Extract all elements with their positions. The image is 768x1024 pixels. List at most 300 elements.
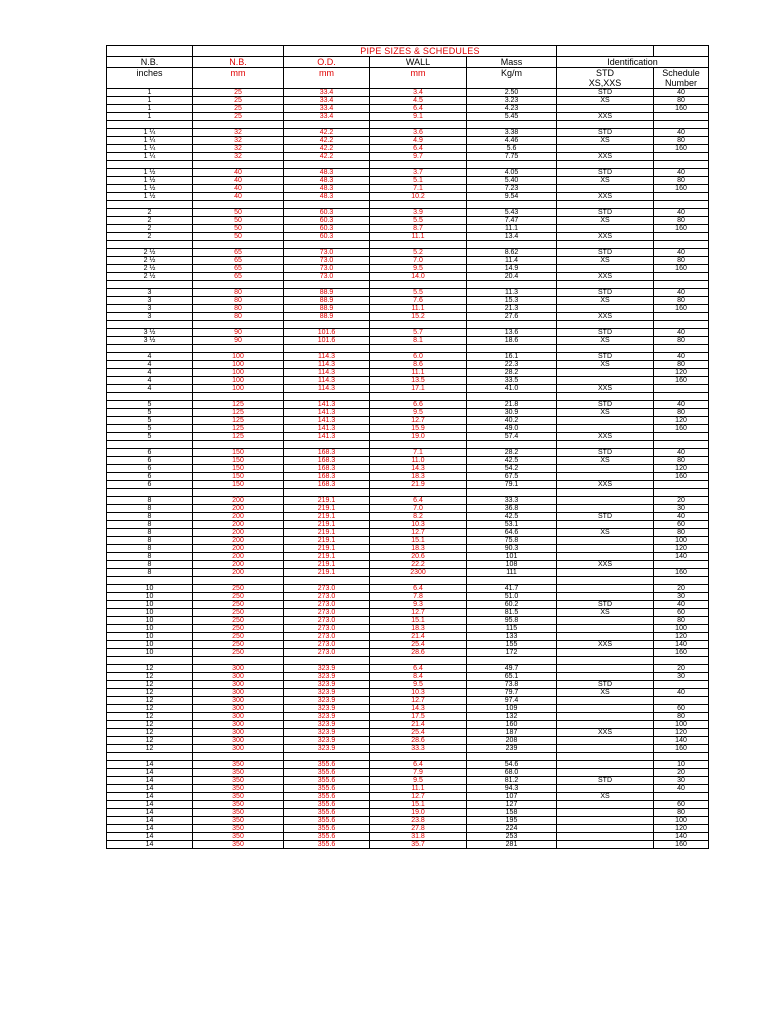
unit-label: mm — [319, 68, 334, 78]
spacer-cell — [193, 657, 284, 665]
cell-mass: 7.75 — [467, 153, 557, 161]
spacer-cell — [467, 281, 557, 289]
cell-od: 323.9 — [284, 681, 370, 689]
table-row — [107, 209, 709, 217]
cell-nb-inches: 6 — [107, 473, 193, 481]
table-row — [107, 825, 709, 833]
cell-mass: 79.7 — [467, 689, 557, 697]
table-row — [107, 689, 709, 697]
cell-identification — [557, 553, 654, 561]
cell-nb-mm: 350 — [193, 817, 284, 825]
cell-schedule: 160 — [654, 305, 709, 313]
cell-od: 114.3 — [284, 385, 370, 393]
table-row — [107, 113, 709, 121]
spacer-cell — [107, 121, 193, 129]
cell-od: 88.9 — [284, 305, 370, 313]
cell-identification — [557, 625, 654, 633]
cell-mass: 18.6 — [467, 337, 557, 345]
spacer-cell — [284, 241, 370, 249]
cell-od: 355.6 — [284, 809, 370, 817]
cell-schedule — [654, 697, 709, 705]
cell-wall: 11.1 — [370, 305, 467, 313]
cell-wall: 15.9 — [370, 425, 467, 433]
cell-identification: XS — [557, 257, 654, 265]
cell-nb-inches: 1 — [107, 97, 193, 105]
cell-mass: 79.1 — [467, 481, 557, 489]
table-row — [107, 737, 709, 745]
cell-nb-mm: 65 — [193, 273, 284, 281]
cell-identification: XS — [557, 97, 654, 105]
cell-mass: 132 — [467, 713, 557, 721]
cell-wall: 9.5 — [370, 681, 467, 689]
spacer-cell — [654, 441, 709, 449]
cell-nb-mm: 300 — [193, 745, 284, 753]
table-row — [107, 329, 709, 337]
spacer-cell — [193, 121, 284, 129]
spacer-row — [107, 281, 709, 289]
cell-mass: 33.5 — [467, 377, 557, 385]
unit-label: STD — [596, 68, 615, 78]
cell-identification: STD — [557, 681, 654, 689]
cell-identification — [557, 841, 654, 849]
spacer-cell — [370, 577, 467, 585]
table-row — [107, 225, 709, 233]
cell-od: 73.0 — [284, 273, 370, 281]
cell-schedule: 40 — [654, 449, 709, 457]
cell-nb-mm: 250 — [193, 617, 284, 625]
spacer-cell — [467, 753, 557, 761]
cell-nb-mm: 90 — [193, 329, 284, 337]
cell-nb-inches: 8 — [107, 561, 193, 569]
cell-od: 219.1 — [284, 537, 370, 545]
spacer-cell — [654, 489, 709, 497]
cell-mass: 187 — [467, 729, 557, 737]
header-nb-mm — [193, 57, 284, 68]
spacer-cell — [557, 441, 654, 449]
spacer-cell — [107, 201, 193, 209]
cell-mass: 11.4 — [467, 257, 557, 265]
table-row — [107, 449, 709, 457]
cell-identification: XS — [557, 529, 654, 537]
cell-mass: 94.3 — [467, 785, 557, 793]
cell-schedule — [654, 561, 709, 569]
cell-wall: 9.3 — [370, 601, 467, 609]
cell-identification — [557, 265, 654, 273]
cell-nb-mm: 200 — [193, 521, 284, 529]
cell-schedule: 80 — [654, 409, 709, 417]
table-row — [107, 177, 709, 185]
cell-schedule: 120 — [654, 545, 709, 553]
spacer-cell — [467, 577, 557, 585]
cell-nb-inches: 14 — [107, 761, 193, 769]
cell-wall: 28.6 — [370, 649, 467, 657]
cell-identification: XS — [557, 217, 654, 225]
cell-mass: 60.2 — [467, 601, 557, 609]
table-row — [107, 649, 709, 657]
cell-identification: XXS — [557, 641, 654, 649]
unit-label: inches — [136, 68, 163, 78]
cell-od: 88.9 — [284, 289, 370, 297]
table-row — [107, 289, 709, 297]
cell-identification — [557, 713, 654, 721]
cell-identification: XS — [557, 337, 654, 345]
cell-identification — [557, 649, 654, 657]
table-row — [107, 249, 709, 257]
cell-mass: 11.1 — [467, 225, 557, 233]
cell-schedule: 40 — [654, 329, 709, 337]
cell-mass: 75.8 — [467, 537, 557, 545]
cell-mass: 107 — [467, 793, 557, 801]
cell-schedule: 100 — [654, 721, 709, 729]
cell-mass: 22.3 — [467, 361, 557, 369]
cell-wall: 5.1 — [370, 177, 467, 185]
cell-nb-mm: 125 — [193, 425, 284, 433]
cell-wall: 3.9 — [370, 209, 467, 217]
cell-od: 355.6 — [284, 833, 370, 841]
cell-od: 42.2 — [284, 145, 370, 153]
cell-wall: 4.5 — [370, 97, 467, 105]
unit-std — [557, 68, 654, 89]
cell-od: 219.1 — [284, 561, 370, 569]
spacer-cell — [654, 201, 709, 209]
spacer-cell — [467, 441, 557, 449]
cell-nb-mm: 100 — [193, 361, 284, 369]
table-row — [107, 697, 709, 705]
cell-nb-inches: 8 — [107, 497, 193, 505]
cell-nb-mm: 100 — [193, 377, 284, 385]
cell-od: 73.0 — [284, 249, 370, 257]
cell-mass: 81.5 — [467, 609, 557, 617]
spacer-cell — [654, 321, 709, 329]
table-row — [107, 529, 709, 537]
cell-nb-mm: 65 — [193, 265, 284, 273]
cell-nb-inches: 10 — [107, 593, 193, 601]
cell-wall: 7.8 — [370, 593, 467, 601]
cell-nb-mm: 40 — [193, 193, 284, 201]
cell-nb-inches: 10 — [107, 649, 193, 657]
cell-schedule: 160 — [654, 841, 709, 849]
cell-nb-inches: 12 — [107, 745, 193, 753]
cell-od: 219.1 — [284, 553, 370, 561]
spacer-cell — [284, 161, 370, 169]
cell-nb-inches: 3 — [107, 289, 193, 297]
table-row — [107, 793, 709, 801]
table-row — [107, 89, 709, 97]
cell-nb-mm: 100 — [193, 385, 284, 393]
cell-identification — [557, 737, 654, 745]
cell-mass: 127 — [467, 801, 557, 809]
cell-nb-inches: 2 — [107, 217, 193, 225]
cell-od: 33.4 — [284, 105, 370, 113]
spacer-cell — [284, 577, 370, 585]
table-row — [107, 369, 709, 377]
spacer-cell — [284, 489, 370, 497]
cell-nb-mm: 150 — [193, 481, 284, 489]
cell-nb-inches: 12 — [107, 665, 193, 673]
table-row — [107, 129, 709, 137]
cell-nb-mm: 40 — [193, 185, 284, 193]
cell-mass: 95.8 — [467, 617, 557, 625]
cell-nb-inches: 1 — [107, 89, 193, 97]
cell-identification: XXS — [557, 561, 654, 569]
cell-mass: 68.0 — [467, 769, 557, 777]
cell-nb-mm: 25 — [193, 113, 284, 121]
cell-schedule — [654, 193, 709, 201]
cell-mass: 41.0 — [467, 385, 557, 393]
cell-mass: 27.6 — [467, 313, 557, 321]
cell-schedule: 80 — [654, 529, 709, 537]
header-mass — [467, 57, 557, 68]
cell-nb-inches: 14 — [107, 809, 193, 817]
cell-schedule: 80 — [654, 177, 709, 185]
cell-wall: 9.1 — [370, 113, 467, 121]
cell-nb-inches: 8 — [107, 529, 193, 537]
cell-mass: 40.2 — [467, 417, 557, 425]
table-row — [107, 417, 709, 425]
cell-nb-inches: 10 — [107, 641, 193, 649]
spacer-cell — [467, 393, 557, 401]
cell-mass: 67.5 — [467, 473, 557, 481]
spacer-cell — [370, 121, 467, 129]
cell-od: 42.2 — [284, 137, 370, 145]
header-label: O.D. — [317, 57, 336, 67]
cell-schedule — [654, 385, 709, 393]
cell-identification — [557, 569, 654, 577]
cell-od: 219.1 — [284, 545, 370, 553]
cell-nb-inches: 10 — [107, 625, 193, 633]
cell-identification: XS — [557, 297, 654, 305]
cell-schedule: 140 — [654, 737, 709, 745]
cell-mass: 172 — [467, 649, 557, 657]
cell-schedule: 160 — [654, 473, 709, 481]
spacer-cell — [654, 393, 709, 401]
cell-od: 60.3 — [284, 225, 370, 233]
header-label: Identification — [607, 57, 658, 67]
cell-mass: 15.3 — [467, 297, 557, 305]
cell-nb-mm: 350 — [193, 833, 284, 841]
cell-nb-inches: 1 ¼ — [107, 145, 193, 153]
spacer-cell — [654, 121, 709, 129]
cell-identification — [557, 521, 654, 529]
cell-nb-inches: 14 — [107, 793, 193, 801]
spacer-cell — [370, 161, 467, 169]
spacer-cell — [193, 281, 284, 289]
cell-nb-inches: 5 — [107, 433, 193, 441]
spacer-row — [107, 753, 709, 761]
cell-wall: 20.6 — [370, 553, 467, 561]
cell-od: 114.3 — [284, 369, 370, 377]
header-unit-row — [107, 68, 709, 89]
cell-wall: 11.1 — [370, 369, 467, 377]
cell-od: 33.4 — [284, 97, 370, 105]
cell-nb-inches: 10 — [107, 609, 193, 617]
cell-od: 219.1 — [284, 505, 370, 513]
cell-identification: STD — [557, 289, 654, 297]
spacer-cell — [370, 281, 467, 289]
cell-mass: 158 — [467, 809, 557, 817]
cell-mass: 155 — [467, 641, 557, 649]
table-row — [107, 273, 709, 281]
cell-nb-mm: 250 — [193, 649, 284, 657]
table-row — [107, 337, 709, 345]
table-row — [107, 641, 709, 649]
cell-nb-inches: 4 — [107, 377, 193, 385]
spacer-cell — [107, 345, 193, 353]
spacer-cell — [557, 281, 654, 289]
spacer-cell — [107, 281, 193, 289]
cell-od: 48.3 — [284, 185, 370, 193]
cell-schedule: 160 — [654, 745, 709, 753]
spacer-cell — [370, 345, 467, 353]
spacer-cell — [654, 241, 709, 249]
cell-schedule: 160 — [654, 265, 709, 273]
cell-identification — [557, 617, 654, 625]
cell-identification: XS — [557, 137, 654, 145]
cell-mass: 28.2 — [467, 449, 557, 457]
cell-nb-mm: 65 — [193, 249, 284, 257]
cell-nb-inches: 5 — [107, 401, 193, 409]
spacer-row — [107, 321, 709, 329]
cell-identification — [557, 673, 654, 681]
spacer-cell — [193, 241, 284, 249]
table-row — [107, 785, 709, 793]
cell-wall: 11.1 — [370, 233, 467, 241]
spacer-cell — [557, 321, 654, 329]
spacer-cell — [193, 753, 284, 761]
cell-od: 323.9 — [284, 697, 370, 705]
cell-wall: 11.1 — [370, 785, 467, 793]
cell-schedule: 80 — [654, 137, 709, 145]
cell-mass: 14.9 — [467, 265, 557, 273]
table-row — [107, 361, 709, 369]
cell-nb-mm: 50 — [193, 217, 284, 225]
cell-nb-mm: 50 — [193, 209, 284, 217]
title-spacer-cell — [654, 46, 709, 57]
header-label: Mass — [500, 57, 523, 67]
cell-schedule: 80 — [654, 337, 709, 345]
cell-nb-mm: 300 — [193, 697, 284, 705]
cell-mass: 20.4 — [467, 273, 557, 281]
cell-od: 273.0 — [284, 641, 370, 649]
cell-schedule — [654, 313, 709, 321]
cell-wall: 9.5 — [370, 265, 467, 273]
cell-mass: 42.5 — [467, 513, 557, 521]
table-row — [107, 609, 709, 617]
cell-identification — [557, 185, 654, 193]
cell-nb-mm: 300 — [193, 729, 284, 737]
cell-od: 73.0 — [284, 257, 370, 265]
cell-nb-inches: 2 ½ — [107, 257, 193, 265]
cell-mass: 111 — [467, 569, 557, 577]
header-label: WALL — [405, 57, 431, 67]
table-row — [107, 801, 709, 809]
cell-wall: 19.0 — [370, 433, 467, 441]
cell-od: 88.9 — [284, 313, 370, 321]
table-row — [107, 601, 709, 609]
cell-nb-inches: 12 — [107, 705, 193, 713]
cell-identification: XS — [557, 457, 654, 465]
cell-od: 323.9 — [284, 737, 370, 745]
cell-identification: STD — [557, 249, 654, 257]
unit-label: mm — [230, 68, 246, 78]
cell-nb-mm: 300 — [193, 721, 284, 729]
cell-nb-mm: 25 — [193, 89, 284, 97]
cell-schedule: 140 — [654, 641, 709, 649]
cell-nb-mm: 250 — [193, 601, 284, 609]
cell-identification: XXS — [557, 385, 654, 393]
cell-wall: 7.1 — [370, 185, 467, 193]
cell-identification — [557, 665, 654, 673]
cell-identification: STD — [557, 129, 654, 137]
cell-identification — [557, 633, 654, 641]
cell-wall: 14.3 — [370, 465, 467, 473]
header-row — [107, 57, 709, 68]
cell-od: 168.3 — [284, 481, 370, 489]
cell-wall: 25.4 — [370, 729, 467, 737]
cell-od: 60.3 — [284, 209, 370, 217]
cell-mass: 54.2 — [467, 465, 557, 473]
cell-nb-mm: 300 — [193, 705, 284, 713]
table-row — [107, 833, 709, 841]
spacer-row — [107, 393, 709, 401]
spacer-row — [107, 161, 709, 169]
cell-schedule: 160 — [654, 569, 709, 577]
cell-nb-mm: 250 — [193, 641, 284, 649]
cell-schedule: 80 — [654, 713, 709, 721]
header-label: N.B. — [229, 57, 247, 67]
title-row — [107, 46, 709, 57]
cell-od: 323.9 — [284, 729, 370, 737]
cell-nb-inches: 5 — [107, 409, 193, 417]
cell-nb-inches: 1 ½ — [107, 185, 193, 193]
spacer-cell — [370, 753, 467, 761]
cell-schedule: 60 — [654, 705, 709, 713]
cell-nb-inches: 4 — [107, 361, 193, 369]
cell-wall: 15.1 — [370, 801, 467, 809]
cell-nb-inches: 6 — [107, 457, 193, 465]
spacer-cell — [557, 657, 654, 665]
cell-od: 273.0 — [284, 593, 370, 601]
cell-nb-mm: 350 — [193, 785, 284, 793]
title-spacer-cell — [193, 46, 284, 57]
table-row — [107, 809, 709, 817]
cell-od: 323.9 — [284, 705, 370, 713]
cell-nb-mm: 350 — [193, 825, 284, 833]
spacer-cell — [107, 577, 193, 585]
cell-nb-inches: 12 — [107, 697, 193, 705]
table-row — [107, 761, 709, 769]
cell-wall: 5.2 — [370, 249, 467, 257]
cell-od: 355.6 — [284, 793, 370, 801]
spacer-cell — [193, 161, 284, 169]
cell-od: 323.9 — [284, 745, 370, 753]
cell-wall: 5.5 — [370, 289, 467, 297]
cell-mass: 5.43 — [467, 209, 557, 217]
cell-mass: 4.46 — [467, 137, 557, 145]
cell-identification: XS — [557, 793, 654, 801]
cell-od: 355.6 — [284, 801, 370, 809]
cell-nb-inches: 1 ½ — [107, 169, 193, 177]
cell-nb-mm: 125 — [193, 401, 284, 409]
cell-identification — [557, 145, 654, 153]
spacer-row — [107, 201, 709, 209]
cell-identification: STD — [557, 601, 654, 609]
cell-od: 48.3 — [284, 193, 370, 201]
cell-nb-mm: 25 — [193, 105, 284, 113]
cell-schedule: 40 — [654, 353, 709, 361]
cell-od: 355.6 — [284, 761, 370, 769]
cell-schedule: 40 — [654, 785, 709, 793]
